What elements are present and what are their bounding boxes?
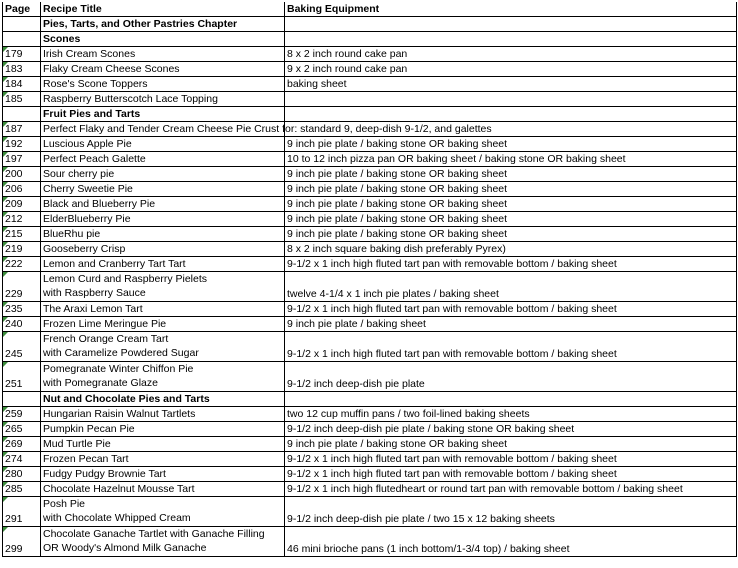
table-row [3, 497, 737, 527]
page-cell[interactable]: 197 [3, 152, 41, 167]
table-row [3, 242, 737, 257]
page-cell[interactable]: 200 [3, 167, 41, 182]
equipment-cell[interactable]: 9 inch pie plate / baking stone OR baking sheet [285, 167, 737, 182]
section-row [3, 32, 737, 47]
table-row [3, 527, 737, 557]
recipe-title-cell[interactable]: Gooseberry Crisp [41, 242, 285, 257]
page-cell[interactable]: 206 [3, 182, 41, 197]
recipe-title-cell[interactable]: Cherry Sweetie Pie [41, 182, 285, 197]
page-cell[interactable]: 209 [3, 197, 41, 212]
equipment-cell[interactable] [285, 122, 737, 137]
table-row [3, 407, 737, 422]
recipe-title-cell[interactable]: Lemon and Cranberry Tart Tart [41, 257, 285, 272]
recipe-title-line: Lemon Curd and Raspberry Pielets [43, 273, 208, 285]
page-cell[interactable]: 185 [3, 92, 41, 107]
table-row [3, 77, 737, 92]
page-cell[interactable]: 184 [3, 77, 41, 92]
table-row [3, 362, 737, 392]
section-title[interactable]: Scones [41, 32, 285, 47]
table-body [3, 17, 737, 557]
equipment-cell[interactable]: 9-1/2 x 1 inch high fluted tart pan with removable bottom / baking sheet [285, 452, 737, 467]
equipment-cell[interactable]: 9-1/2 inch deep-dish pie plate / two 15 x 12 baking sheets [285, 497, 737, 527]
section-page-cell[interactable] [3, 32, 41, 47]
page-cell[interactable]: 219 [3, 242, 41, 257]
table-row [3, 332, 737, 362]
recipe-title-cell[interactable]: Flaky Cream Cheese Scones [41, 62, 285, 77]
equipment-cell[interactable]: 8 x 2 inch round cake pan [285, 47, 737, 62]
page-cell[interactable]: 229 [3, 272, 41, 302]
equipment-cell[interactable]: 8 x 2 inch square baking dish preferably Pyrex) [285, 242, 737, 257]
equipment-cell[interactable]: 9-1/2 inch deep-dish pie plate [285, 362, 737, 392]
recipe-title-line: Posh Pie [43, 498, 86, 510]
table-row [3, 152, 737, 167]
equipment-cell[interactable]: 9-1/2 x 1 inch high fluted tart pan with removable bottom / baking sheet [285, 467, 737, 482]
recipe-equipment-table [2, 2, 737, 557]
recipe-title-line: with Pomegranate Glaze [43, 377, 158, 389]
page-cell[interactable]: 192 [3, 137, 41, 152]
equipment-cell[interactable]: 9 inch pie plate / baking stone OR baking sheet [285, 137, 737, 152]
equipment-cell[interactable]: 9 inch pie plate / baking stone OR baking sheet [285, 182, 737, 197]
section-title[interactable]: Fruit Pies and Tarts [41, 107, 285, 122]
page-cell[interactable]: 179 [3, 47, 41, 62]
recipe-title-line: OR Woody's Almond Milk Ganache [43, 542, 207, 554]
recipe-title-cell[interactable]: Luscious Apple Pie [41, 137, 285, 152]
recipe-title-cell[interactable] [41, 362, 285, 392]
recipe-title-cell[interactable]: Rose's Scone Toppers [41, 77, 285, 92]
recipe-title-line: with Caramelize Powdered Sugar [43, 347, 199, 359]
equipment-cell[interactable]: 9 inch pie plate / baking sheet [285, 317, 737, 332]
recipe-title-line: with Chocolate Whipped Cream [43, 512, 191, 524]
table-row [3, 62, 737, 77]
table-row [3, 182, 737, 197]
table-row [3, 227, 737, 242]
recipe-title-cell[interactable]: Perfect Flaky and Tender Cream Cheese Pie Crust for: standard 9, deep-dish 9-1/2, and galettes [41, 122, 285, 137]
recipe-title-line: Pomegranate Winter Chiffon Pie [43, 363, 194, 375]
equipment-cell[interactable]: 9 inch pie plate / baking stone OR baking sheet [285, 212, 737, 227]
table-row [3, 437, 737, 452]
page-cell[interactable]: 285 [3, 482, 41, 497]
section-equipment-cell[interactable] [285, 32, 737, 47]
table-row [3, 452, 737, 467]
recipe-title-cell[interactable]: Raspberry Butterscotch Lace Topping [41, 92, 285, 107]
page-cell[interactable]: 240 [3, 317, 41, 332]
equipment-cell[interactable]: 46 mini brioche pans (1 inch bottom/1-3/4 top) / baking sheet [285, 527, 737, 557]
equipment-cell[interactable]: two 12 cup muffin pans / two foil-lined baking sheets [285, 407, 737, 422]
equipment-cell[interactable]: 9-1/2 inch deep-dish pie plate / baking stone OR baking sheet [285, 422, 737, 437]
page-cell[interactable]: 274 [3, 452, 41, 467]
chapter-equipment-cell[interactable] [285, 17, 737, 32]
page-cell[interactable]: 265 [3, 422, 41, 437]
recipe-title-cell[interactable] [41, 332, 285, 362]
recipe-title-cell[interactable]: Fudgy Pudgy Brownie Tart [41, 467, 285, 482]
table-row [3, 467, 737, 482]
recipe-title-cell[interactable] [41, 272, 285, 302]
equipment-cell[interactable]: 9 inch pie plate / baking stone OR baking sheet [285, 197, 737, 212]
equipment-cell[interactable]: 9-1/2 x 1 inch high flutedheart or round tart pan with removable bottom / baking sheet [285, 482, 737, 497]
recipe-title-cell[interactable]: Sour cherry pie [41, 167, 285, 182]
chapter-row [3, 17, 737, 32]
recipe-title-line: French Orange Cream Tart [43, 333, 169, 345]
page-cell[interactable]: 259 [3, 407, 41, 422]
recipe-title-cell[interactable] [41, 497, 285, 527]
section-page-cell[interactable] [3, 392, 41, 407]
recipe-title-cell[interactable]: Frozen Lime Meringue Pie [41, 317, 285, 332]
page-cell[interactable]: 291 [3, 497, 41, 527]
chapter-title[interactable]: Pies, Tarts, and Other Pastries Chapter [41, 17, 285, 32]
recipe-title-cell[interactable]: BlueRhu pie [41, 227, 285, 242]
equipment-cell[interactable]: 9 inch pie plate / baking stone OR baking sheet [285, 437, 737, 452]
page-cell[interactable]: 269 [3, 437, 41, 452]
recipe-title-line: with Raspberry Sauce [43, 287, 146, 299]
equipment-cell[interactable]: baking sheet [285, 77, 737, 92]
page-cell[interactable]: 235 [3, 302, 41, 317]
page-cell[interactable]: 183 [3, 62, 41, 77]
equipment-cell[interactable]: 9-1/2 x 1 inch high fluted tart pan with removable bottom / baking sheet [285, 257, 737, 272]
equipment-cell[interactable]: 10 to 12 inch pizza pan OR baking sheet / baking stone OR baking sheet [285, 152, 737, 167]
page-cell[interactable]: 245 [3, 332, 41, 362]
equipment-cell[interactable]: 9 inch pie plate / baking stone OR baking sheet [285, 227, 737, 242]
table-row [3, 302, 737, 317]
section-page-cell[interactable] [3, 107, 41, 122]
table-row [3, 272, 737, 302]
recipe-title-cell[interactable]: Mud Turtle Pie [41, 437, 285, 452]
header-row [3, 2, 737, 17]
page-cell[interactable]: 212 [3, 212, 41, 227]
table-row [3, 212, 737, 227]
recipe-title-cell[interactable]: Chocolate Hazelnut Mousse Tart [41, 482, 285, 497]
page-cell[interactable]: 187 [3, 122, 41, 137]
section-title[interactable]: Nut and Chocolate Pies and Tarts [41, 392, 285, 407]
recipe-title-cell[interactable]: Perfect Peach Galette [41, 152, 285, 167]
section-equipment-cell[interactable] [285, 392, 737, 407]
recipe-title-cell[interactable]: Hungarian Raisin Walnut Tartlets [41, 407, 285, 422]
page-cell[interactable]: 280 [3, 467, 41, 482]
equipment-cell[interactable]: 9-1/2 x 1 inch high fluted tart pan with removable bottom / baking sheet [285, 332, 737, 362]
table-row [3, 257, 737, 272]
table-row [3, 167, 737, 182]
recipe-title-cell[interactable]: Pumpkin Pecan Pie [41, 422, 285, 437]
section-equipment-cell[interactable] [285, 107, 737, 122]
table-row [3, 422, 737, 437]
recipe-title-cell[interactable]: Frozen Pecan Tart [41, 452, 285, 467]
page-cell[interactable]: 215 [3, 227, 41, 242]
table-row [3, 47, 737, 62]
recipe-title-line: Chocolate Ganache Tartlet with Ganache Filling [43, 528, 265, 540]
header-baking-equipment[interactable]: Baking Equipment [285, 2, 737, 17]
recipe-title-cell[interactable]: ElderBlueberry Pie [41, 212, 285, 227]
table-row [3, 92, 737, 107]
header-page[interactable]: Page [3, 2, 41, 17]
equipment-cell[interactable]: 9-1/2 x 1 inch high fluted tart pan with removable bottom / baking sheet [285, 302, 737, 317]
chapter-page-cell[interactable] [3, 17, 41, 32]
equipment-cell[interactable] [285, 92, 737, 107]
table-row [3, 197, 737, 212]
page-cell[interactable]: 299 [3, 527, 41, 557]
section-row [3, 107, 737, 122]
recipe-title-cell[interactable] [41, 527, 285, 557]
page-cell[interactable]: 251 [3, 362, 41, 392]
table-row [3, 482, 737, 497]
header-recipe-title[interactable]: Recipe Title [41, 2, 285, 17]
recipe-title-cell[interactable]: Black and Blueberry Pie [41, 197, 285, 212]
table-row [3, 137, 737, 152]
page-cell[interactable]: 222 [3, 257, 41, 272]
section-row [3, 392, 737, 407]
table-row [3, 122, 737, 137]
equipment-cell[interactable]: 9 x 2 inch round cake pan [285, 62, 737, 77]
table-row [3, 317, 737, 332]
recipe-title-cell[interactable]: Irish Cream Scones [41, 47, 285, 62]
equipment-cell[interactable]: twelve 4-1/4 x 1 inch pie plates / baking sheet [285, 272, 737, 302]
recipe-title-cell[interactable]: The Araxi Lemon Tart [41, 302, 285, 317]
